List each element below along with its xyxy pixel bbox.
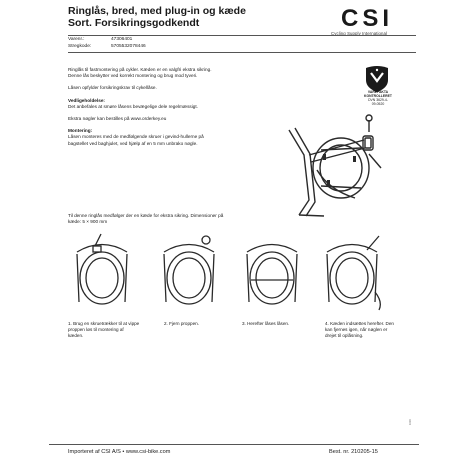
ring-lock-illustration [269,110,399,220]
logo-tagline: Cycling Supply International [331,31,388,36]
seal-line-3: DVN 3629-4- [368,98,388,102]
keys-text: Ekstra nøgler kan bestilles på www.orderkey.eu [68,116,167,122]
title-line-1: Ringlås, bred, med plug-in og kæde [68,5,246,17]
maintenance-heading: Vedligeholdelse: [68,97,105,103]
step-2-illustration [154,232,224,312]
meta-row-item-number [68,37,146,44]
importer-line: Importeret af CSI A/S • www.csi-bike.com [68,449,171,455]
seal-line-2: KONTROLLERET [364,94,392,98]
meta-key: Varenr.: [68,37,85,42]
step-4-illustration [317,232,387,312]
step-2-caption: 2. Fjern proppen. [164,321,199,326]
meta-divider [68,52,416,53]
mounting-text: Låsen monteres med de medfølgende skruer i gevind-hullerne på bagstellet ved baghjulet, ved hjælp af en 5 mm unbrako nøgle. [68,134,204,146]
meta-key: Stregkode: [68,43,92,49]
step-3-caption: 3. Herefter låses låsen. [242,321,290,326]
logo-brand: CSI [340,7,394,29]
seal-caption [358,90,398,106]
product-description [68,67,218,153]
maintenance-text: Det anbefales at smøre låsens bevægelige dele regelmæssigt. [68,103,199,109]
step-4-caption: 4. Kæden indsættes herefter. Den kan fjernes igen, når nøglen er drejet til oplåsning. [325,321,394,338]
meta-row-barcode [68,44,146,51]
side-code: 1016 [409,419,412,425]
title-line-2: Sort. Forsikringsgodkendt [68,17,200,29]
step-3-illustration [237,232,307,312]
csi-logo [319,7,415,29]
chain-info: Til denne ringlås medfølger der en kæde for ekstra sikring. Dimensioner på kæde: 5 × 900 mm [68,213,224,225]
footer-divider [49,444,419,445]
page-title [68,5,246,29]
description-paragraph: Ringlås til fastmontering på cykler. Kæden er en valgfri ekstra sikring. Denne lås beskytter ved korrekt montering og brug mod tyveri. [68,67,212,79]
step-1-illustration [67,232,137,312]
seal-line-1: VAREFAKTA [367,90,389,94]
insurance-paragraph: Låsen opfylder forsikringskrav til cykellåse. [68,85,157,91]
header-divider [68,35,416,36]
mounting-heading: Montering: [68,128,93,134]
product-sheet [49,0,419,464]
product-meta [68,37,146,50]
seal-line-4: 09-0520 [371,102,385,106]
meta-value: 47306401 [111,37,133,42]
step-1-caption: 1. Brug en skruetrækker til at vippe proppen løs til montering af kæden. [68,321,140,338]
meta-value: 5705532078446 [111,43,146,49]
order-number: Best. nr. 210205-15 [329,449,378,455]
